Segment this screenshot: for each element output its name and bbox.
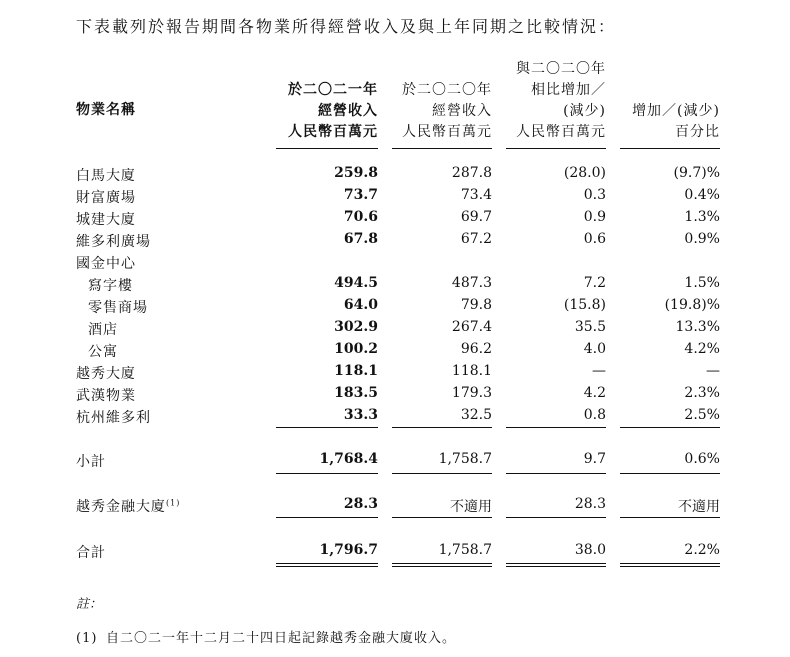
table-row: 寫字樓 494.5 487.3 7.2 1.5% xyxy=(88,275,720,294)
subtotal-bottom-rule xyxy=(620,473,720,474)
header-col-2021: 於二〇二一年 經營收入 人民幣百萬元 xyxy=(288,82,378,140)
table-row: 城建大廈 70.6 69.7 0.9 1.3% xyxy=(76,209,720,228)
total-row: 合計 1,796.7 1,758.7 38.0 2.2% xyxy=(76,542,720,561)
header-col-2020: 於二〇二〇年 經營收入 人民幣百萬元 xyxy=(402,82,492,140)
subtotal-bottom-rule xyxy=(506,473,606,474)
table-row: 財富廣場 73.7 73.4 0.3 0.4% xyxy=(76,187,720,206)
header-rule xyxy=(392,148,492,149)
subtotal-rule xyxy=(276,427,378,428)
yfc-bottom-rule xyxy=(392,517,492,518)
yfc-row: 越秀金融大廈$^{(1)}$ 28.3 不適用 28.3 不適用 xyxy=(76,496,720,515)
total-double-rule xyxy=(506,563,606,564)
yfc-bottom-rule xyxy=(276,517,378,518)
header-col-change: 與二〇二〇年 相比增加／ (減少) 人民幣百萬元 xyxy=(516,61,606,140)
note-ref: (1) xyxy=(166,498,181,508)
header-rule xyxy=(620,148,720,149)
total-double-rule xyxy=(620,566,720,567)
table-row: 公寓 100.2 96.2 4.0 4.2% xyxy=(88,341,720,360)
total-double-rule xyxy=(276,563,378,564)
yfc-bottom-rule xyxy=(506,517,606,518)
table-row: 酒店 302.9 267.4 35.5 13.3% xyxy=(88,319,720,338)
header-property: 物業名稱 xyxy=(76,102,136,118)
table-row: 越秀大廈 118.1 118.1 — — xyxy=(76,363,720,382)
subtotal-row: 小計 1,768.4 1,758.7 9.7 0.6% xyxy=(76,451,720,470)
header-rule xyxy=(506,148,606,149)
table-row: 白馬大廈 259.8 287.8 (28.0) (9.7)% xyxy=(76,165,720,184)
note-item: (1) 自二〇二一年十二月二十四日起記錄越秀金融大廈收入。 xyxy=(76,631,457,646)
total-double-rule xyxy=(276,566,378,567)
table-row: 杭州維多利 33.3 32.5 0.8 2.5% xyxy=(76,407,720,426)
intro-text: 下表載列於報告期間各物業所得經營收入及與上年同期之比較情況： xyxy=(76,17,617,36)
total-double-rule xyxy=(506,566,606,567)
subtotal-bottom-rule xyxy=(276,473,378,474)
total-double-rule xyxy=(392,566,492,567)
header-rule xyxy=(276,148,378,149)
yfc-bottom-rule xyxy=(620,517,720,518)
total-double-rule xyxy=(392,563,492,564)
notes-title: 註： xyxy=(76,597,103,612)
table-row: 國金中心 xyxy=(76,256,136,272)
table-row: 武漢物業 183.5 179.3 4.2 2.3% xyxy=(76,385,720,404)
table-row: 零售商場 64.0 79.8 (15.8) (19.8)% xyxy=(88,297,720,316)
subtotal-rule xyxy=(620,427,720,428)
table-row: 維多利廣場 67.8 67.2 0.6 0.9% xyxy=(76,231,720,250)
header-col-pct: 增加／(減少) 百分比 xyxy=(632,103,720,140)
total-double-rule xyxy=(620,563,720,564)
subtotal-rule xyxy=(506,427,606,428)
subtotal-bottom-rule xyxy=(392,473,492,474)
subtotal-rule xyxy=(392,427,492,428)
